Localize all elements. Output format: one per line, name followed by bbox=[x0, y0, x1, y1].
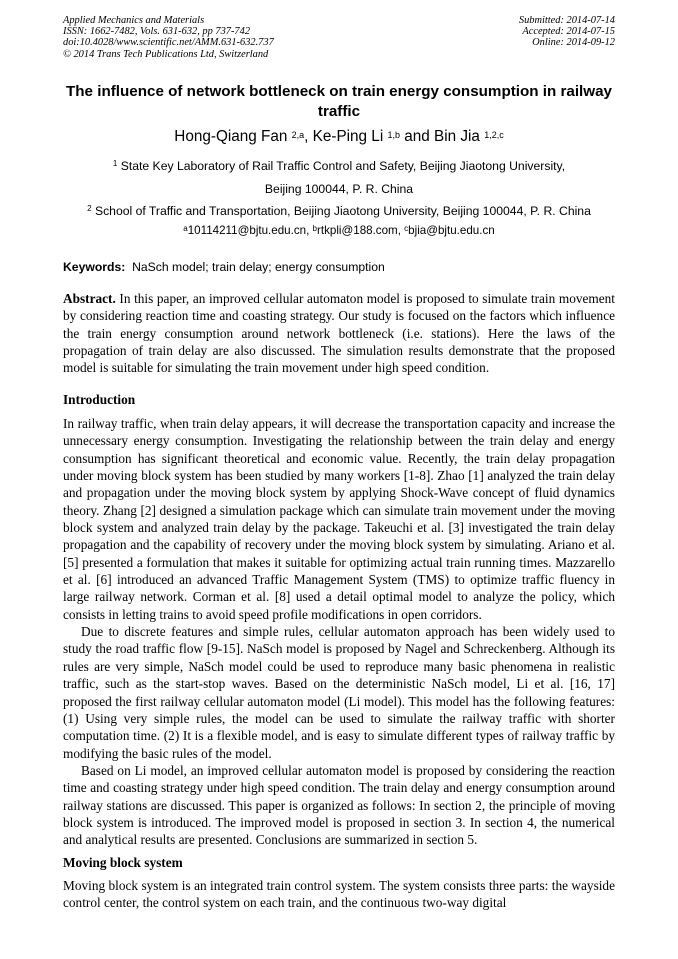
paragraph: Due to discrete features and simple rules, cellular automaton approach has been widely used to study the road traffic flow [9-15]. NaSch model is proposed by Nagel and Schreckenberg. Although its rules are very simple, NaSch model could be used to reproduce many basic phenomena in realistic traffic, such as the start-stop waves. Based on the deterministic NaSch model, Li et al. [16, 17] proposed the first railway cellular automaton model (Li model). This model has the following features: (1) Using very simple rules, the model can be used to simulate the railway traffic with shorter computation time. (2) It is a flexible model, and is easy to simulate different types of railway traffic by modifying the basic rules of the model. bbox=[63, 624, 615, 761]
introduction-body bbox=[63, 415, 615, 849]
journal-copyright: © 2014 Trans Tech Publications Ltd, Switzerland bbox=[63, 48, 269, 60]
email-marker: b bbox=[312, 224, 317, 233]
paragraph: Based on Li model, an improved cellular automaton model is proposed by considering the reaction time and coasting strategy under high speed condition. The train delay and energy consumption around railway stations are discussed. This paper is organized as follows: In section 2, the principle of moving block system is introduced. The improved model is proposed in section 3. In section 4, the numerical and analytical results are presented. Conclusions are summarized in section 5. bbox=[63, 762, 615, 848]
email-marker: a bbox=[183, 224, 188, 233]
affiliation-1-line-1 bbox=[40, 158, 638, 174]
affiliation-2 bbox=[40, 203, 638, 219]
section-title-introduction: Introduction bbox=[63, 392, 136, 407]
moving-block-body bbox=[63, 877, 615, 912]
keywords-text: NaSch model; train delay; energy consumption bbox=[132, 260, 385, 274]
abstract-text: In this paper, an improved cellular automaton model is proposed to simulate train movement by considering reaction time and coasting strategy. Our study is focused on the factors which influence the train energy consumption around network bottleneck (i.e. stations). Here the laws of the propagation of train delay are also discussed. The simulation results demonstrate that the proposed model is suitable for simulating the train movement under high speed condition. bbox=[63, 291, 616, 376]
affiliation-text: State Key Laboratory of Rail Traffic Control and Safety, Beijing Jiaotong University, bbox=[120, 159, 566, 173]
author-name: Bin Jia bbox=[434, 128, 480, 145]
keywords bbox=[63, 259, 615, 275]
journal-doi: doi:10.4028/www.scientific.net/AMM.631-632.737 bbox=[63, 37, 274, 49]
author-name: Hong-Qiang Fan bbox=[174, 128, 288, 145]
email-separator: , bbox=[306, 224, 313, 237]
paragraph: In railway traffic, when train delay appears, it will decrease the transportation capacity and increase the unnecessary energy consumption. Investigating the relationship between the train delay and energy consumption has significant theoretical and economic value. Recently, the train delay propagation under moving block system has been studied by many workers [1-8]. Zhao [1] analyzed the train delay and propagation under the moving block system by applying Shock-Wave concept of fluid dynamics theory. Zhang [2] designed a simulation package which can simulate train movement under the moving block system and analyzed train delay by the package. Takeuchi et al. [3] investigated the train delay propagation and the capability of recovery under the moving block system by simulating. Ariano et al. [5] presented a formulation that makes it suitable for optimizing actual train running times. Mazzarello et al. [6] introduced an advanced Traffic Management System (TMS) to optimize traffic fluency in large railway network. Corman et al. [8] used a detail optimal model to analyze the policy, which consists in letting trains to avoid speed profile modifications in open corridors. bbox=[63, 416, 615, 622]
author-separator: , bbox=[304, 128, 313, 145]
author-superscript: 2,a bbox=[291, 130, 305, 140]
abstract bbox=[63, 290, 615, 377]
abstract-label: Abstract. bbox=[63, 291, 116, 306]
author-list bbox=[63, 127, 615, 147]
email-address: rtkpli@188.com bbox=[317, 224, 398, 237]
email-list bbox=[63, 223, 615, 239]
affiliation-marker: 2 bbox=[87, 204, 92, 213]
email-address: 10114211@bjtu.edu.cn bbox=[187, 224, 307, 237]
affiliation-1-line-2: Beijing 100044, P. R. China bbox=[264, 182, 414, 196]
author-superscript: 1,2,c bbox=[484, 130, 504, 140]
email-marker: c bbox=[404, 224, 409, 233]
journal-header bbox=[63, 15, 274, 60]
paper-title: The influence of network bottleneck on train energy consumption in railway traffic bbox=[66, 83, 612, 120]
email-address: bjia@bjtu.edu.cn bbox=[408, 224, 495, 237]
affiliation-text: School of Traffic and Transportation, Beijing Jiaotong University, Beijing 100044, P. R. China bbox=[94, 204, 591, 218]
accepted-date: Accepted: 2014-07-15 bbox=[522, 26, 615, 38]
affiliation-marker: 1 bbox=[112, 159, 118, 168]
journal-name: Applied Mechanics and Materials bbox=[63, 15, 205, 26]
publication-dates bbox=[519, 15, 615, 49]
journal-issn: ISSN: 1662-7482, Vols. 631-632, pp 737-742 bbox=[63, 26, 251, 38]
email-separator: , bbox=[397, 224, 405, 237]
paragraph: Moving block system is an integrated train control system. The system consists three parts: the wayside control center, the control system on each train, and the continuous two-way digital bbox=[63, 878, 615, 911]
author-superscript: 1,b bbox=[387, 130, 400, 140]
keywords-label: Keywords: bbox=[63, 260, 126, 274]
online-date: Online: 2014-09-12 bbox=[532, 37, 615, 49]
author-name: Ke-Ping Li bbox=[312, 128, 384, 145]
submitted-date: Submitted: 2014-07-14 bbox=[518, 15, 615, 26]
author-separator: and bbox=[399, 128, 435, 145]
section-title-moving-block: Moving block system bbox=[63, 855, 183, 870]
